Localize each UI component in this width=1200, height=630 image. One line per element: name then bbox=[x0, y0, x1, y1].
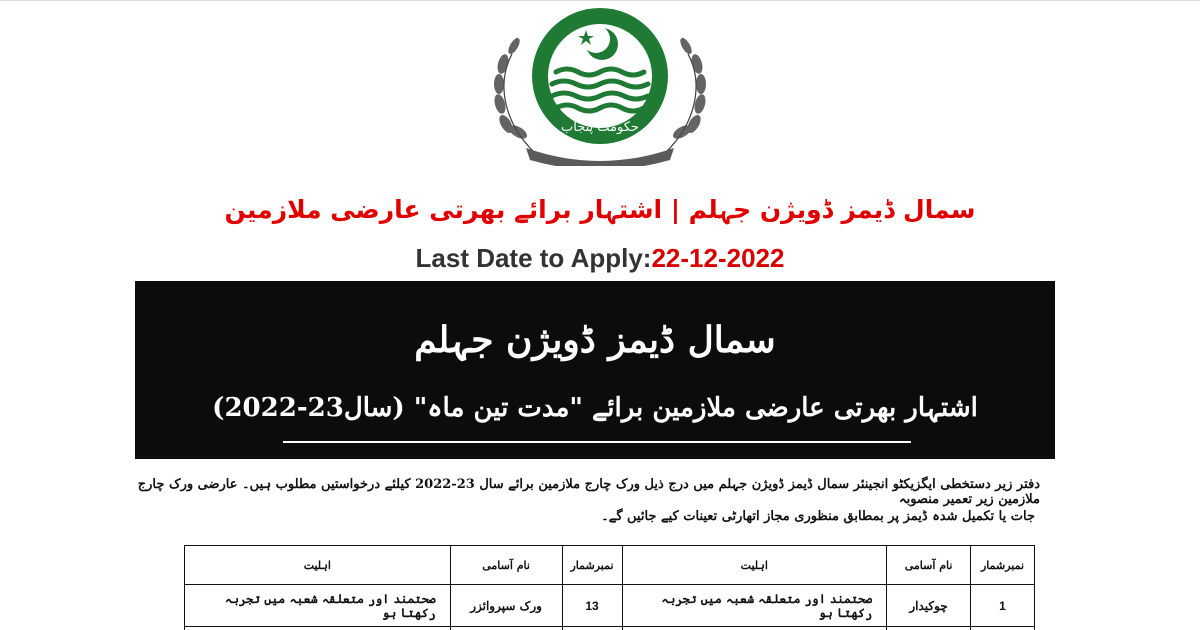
subtitle-underline bbox=[283, 441, 911, 443]
table-header-cell: نمبرشمار bbox=[971, 546, 1035, 585]
table-header-row bbox=[185, 546, 1035, 585]
table-header-cell: اہلیت bbox=[185, 546, 451, 585]
advertisement-title: سمال ڈیمز ڈویژن جہلم bbox=[414, 319, 776, 361]
table-cell-post: چوکیدار bbox=[887, 585, 971, 627]
table-row bbox=[185, 627, 1035, 630]
table-cell-serial: 13 bbox=[562, 585, 622, 627]
deadline-date: 22-12-2022 bbox=[651, 243, 785, 273]
table-cell-qualification: صحتمند اور متعلقہ شعبہ میں تجربہ رکھتا ہو bbox=[622, 585, 887, 627]
table-header-cell: نام آسامی bbox=[887, 546, 971, 585]
advertisement-scan bbox=[135, 281, 1055, 630]
table-header-cell: نمبرشمار bbox=[562, 546, 622, 585]
logo-text: حکومت پنجاب bbox=[561, 120, 639, 135]
top-divider bbox=[0, 0, 1200, 1]
table-cell-qualification: صحتمند اور متعلقہ شعبہ میں تجربہ رکھتا ہو bbox=[185, 585, 451, 627]
table-header-cell: نام آسامی bbox=[450, 546, 562, 585]
advertisement-paragraph-1: دفتر زیر دستخطی ایگزیکٹو انجینئر سمال ڈیمز ڈویژن جہلم میں درج ذیل ورک چارج ملازمین برائے سال 23-2022 کیلئے درخواستیں مطلوب ہیں۔ عارضی ورک چارج ملازمین زیر تعمیر منصوبہ bbox=[137, 477, 1040, 507]
advertisement-subtitle: اشتہار بھرتی عارضی ملازمین برائے "مدت تین ماہ" (سال23-2022) bbox=[212, 393, 978, 423]
table-row bbox=[185, 585, 1035, 627]
page-headline: سمال ڈیمز ڈویژن جہلم | اشتہار برائے بھرتی عارضی ملازمین bbox=[224, 195, 976, 224]
apply-deadline bbox=[0, 238, 1200, 278]
table-cell-post: ورک سپروائزر bbox=[450, 585, 562, 627]
vacancies-table bbox=[184, 545, 1035, 630]
advertisement-banner bbox=[135, 281, 1055, 459]
table-header-cell: اہلیت bbox=[622, 546, 887, 585]
table-cell-serial: 1 bbox=[971, 585, 1035, 627]
deadline-label: Last Date to Apply: bbox=[415, 243, 652, 273]
advertisement-paragraph-2: جات یا تکمیل شدہ ڈیمز پر بمطابق منظوری مجاز اتھارٹی تعینات کیے جائیں گے۔ bbox=[601, 509, 1035, 524]
punjab-government-logo bbox=[490, 4, 710, 166]
